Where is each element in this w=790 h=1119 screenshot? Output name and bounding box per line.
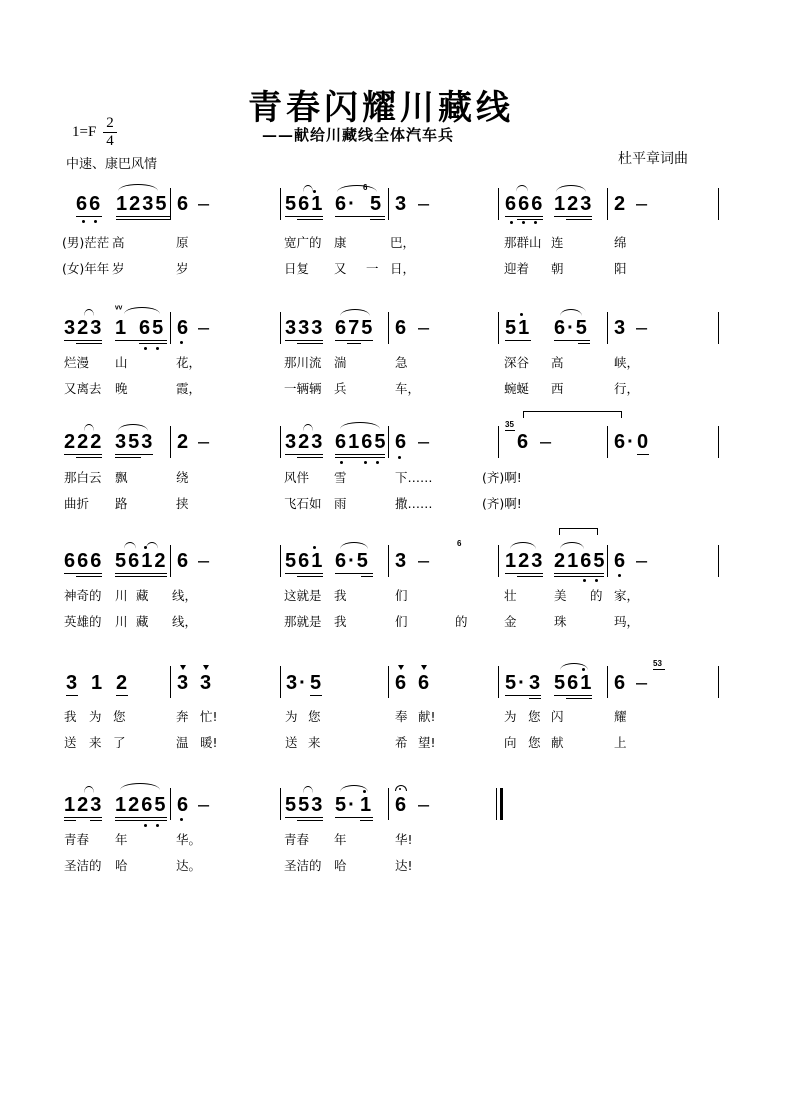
lyric: 达。 (176, 858, 202, 873)
lyric: 希 (395, 735, 408, 750)
lyric: 下…… (395, 470, 433, 485)
lyric: 车， (395, 381, 421, 396)
dash: – (418, 794, 432, 816)
lyric: 湍 (334, 355, 347, 370)
dash: – (198, 317, 212, 339)
lyric: 那白云 (64, 470, 102, 485)
note-group: 561 (285, 193, 325, 215)
lyric: 挟 (176, 496, 189, 511)
note: 6 (177, 317, 191, 339)
lyric: 急 (395, 355, 408, 370)
final-double-barline (496, 788, 503, 820)
lyric: 岁 (176, 261, 189, 276)
note-group: 1235 (116, 193, 169, 215)
lyric: 温 (176, 735, 189, 750)
note: 3· (286, 672, 308, 694)
lyric: 玛， (614, 614, 640, 629)
lyric: 又 (334, 261, 347, 276)
lyric: 我 (64, 709, 77, 724)
lyric: 我 (334, 588, 347, 603)
lyric: 青春 (284, 832, 310, 847)
lyric: 川 (115, 588, 128, 603)
accented-note: 3 (200, 672, 214, 694)
lyric: 花， (176, 355, 202, 370)
note: 2 (614, 193, 628, 215)
lyric: 们 (395, 614, 408, 629)
lyric: 家， (614, 588, 640, 603)
dash: – (198, 550, 212, 572)
lyric: 您 (528, 735, 541, 750)
lyric: 年 (334, 832, 347, 847)
lyric: 那群山 (504, 235, 542, 250)
accented-note: 6 (395, 672, 409, 694)
rest: 0 (637, 431, 651, 453)
note-group: 2165 (554, 550, 607, 572)
lyric: 巴， (390, 235, 416, 250)
note-group: 666 (505, 193, 545, 215)
lyric: 忙! (200, 709, 218, 724)
lyric: 高 (112, 235, 125, 250)
lyric: 一辆辆 (284, 381, 322, 396)
lyric: 青春 (64, 832, 90, 847)
lyric: 来 (89, 735, 102, 750)
note-group: 66 (76, 193, 103, 215)
lyric: 哈 (334, 858, 347, 873)
note-group: 333 (285, 317, 325, 339)
note-group: 65 (139, 317, 166, 339)
lyric: 您 (308, 709, 321, 724)
note-group: 323 (285, 431, 325, 453)
lyric: (齐)啊! (482, 496, 522, 511)
accented-note: 3 (177, 672, 191, 694)
note: 3 (614, 317, 628, 339)
trill-ornament: ᵛᵛ (115, 304, 123, 315)
lyric: 珠 (554, 614, 567, 629)
lyric: 壮 (504, 588, 517, 603)
note: 6· (614, 431, 636, 453)
note: 6· (335, 193, 357, 215)
lyric: 这就是 (284, 588, 322, 603)
lyric: 线， (172, 614, 198, 629)
song-title: 青春闪耀川藏线 (248, 88, 514, 128)
lyric: 线， (172, 588, 198, 603)
lyric: 奉 (395, 709, 408, 724)
lyric: 藏 (136, 588, 149, 603)
note-group: 1265 (115, 794, 168, 816)
dash: – (198, 794, 212, 816)
grace-notes: 53 (653, 659, 662, 668)
note: 6 (177, 550, 191, 572)
note-group: 51 (505, 317, 532, 339)
key-signature: 1=F (72, 124, 97, 140)
dash: – (418, 550, 432, 572)
lyric: 一 (366, 261, 379, 276)
note: 3 (66, 672, 80, 694)
note: 3 (395, 550, 409, 572)
note: 6 (395, 431, 409, 453)
lyric: (齐)啊! (482, 470, 522, 485)
lyric: 您 (528, 709, 541, 724)
dash: – (636, 317, 650, 339)
tempo-marking: 中速、康巴风情 (66, 157, 158, 172)
lyric: 华。 (176, 832, 202, 847)
fermata-note: 6 (395, 794, 409, 816)
lyric: 献! (418, 709, 436, 724)
lyric: 高 (551, 355, 564, 370)
lyric: 圣洁的 (284, 858, 322, 873)
lyric: 霞， (176, 381, 202, 396)
dash: – (198, 193, 212, 215)
note: 2 (116, 672, 130, 694)
lyric: 路 (115, 496, 128, 511)
lyric: 行， (614, 381, 640, 396)
note-group: 123 (64, 794, 104, 816)
dash: – (418, 431, 432, 453)
note-group: 6165 (335, 431, 388, 453)
lyric: 撒…… (395, 496, 433, 511)
note-group: 553 (285, 794, 325, 816)
lyric: 那川流 (284, 355, 322, 370)
lyric: 绕 (176, 470, 189, 485)
note: 3 (395, 193, 409, 215)
lyric: 峡， (614, 355, 640, 370)
lyric: 藏 (136, 614, 149, 629)
time-signature (103, 115, 117, 150)
lyric: 美 (554, 588, 567, 603)
lyric: 献 (551, 735, 564, 750)
lyric: 雪 (334, 470, 347, 485)
lyric: 华! (395, 832, 413, 847)
lyric: 又离去 (64, 381, 102, 396)
lyric: 朝 (551, 261, 564, 276)
lyric: 英雄的 (64, 614, 102, 629)
lyric: 风伴 (284, 470, 310, 485)
lyric: 为 (504, 709, 517, 724)
lyric: 年 (115, 832, 128, 847)
dash: – (636, 672, 650, 694)
lyric: 金 (504, 614, 517, 629)
lyric: 原 (176, 235, 189, 250)
lyric: 雨 (334, 496, 347, 511)
lyric: 飞石如 (284, 496, 322, 511)
lyric: (女)年年 (62, 261, 110, 276)
lyric: 兵 (334, 381, 347, 396)
time-denominator: 4 (103, 132, 117, 150)
note-group: 561 (554, 672, 594, 694)
lyric: 川 (115, 614, 128, 629)
lyric: 连 (551, 235, 564, 250)
lyric: 送 (285, 735, 298, 750)
note: 5· (505, 672, 527, 694)
lyric: 蜿蜒 (504, 381, 530, 396)
lyric: 望! (418, 735, 436, 750)
lyric: 飘 (115, 470, 128, 485)
lyric: 那就是 (284, 614, 322, 629)
note-group: 666 (64, 550, 104, 572)
lyric: 山 (115, 355, 128, 370)
lyric: 曲折 (64, 496, 90, 511)
note: 6 (177, 794, 191, 816)
lyric: 来 (308, 735, 321, 750)
note: 6 (614, 672, 628, 694)
lyric: 上 (614, 735, 627, 750)
dash: – (540, 431, 554, 453)
grace-note: 6 (457, 539, 462, 548)
note: 6 (614, 550, 628, 572)
lyric: 烂漫 (64, 355, 90, 370)
lyric: (男)茫茫 (62, 235, 110, 250)
note: 5· (335, 794, 357, 816)
lyric: 日复 (284, 261, 310, 276)
note: 5 (310, 672, 324, 694)
lyric: 的 (455, 614, 468, 629)
dash: – (418, 317, 432, 339)
lyric: 您 (113, 709, 126, 724)
lyric: 闪 (551, 709, 564, 724)
dash: – (636, 550, 650, 572)
note-group: 561 (285, 550, 325, 572)
lyric: 迎着 (504, 261, 530, 276)
song-subtitle: ——献给川藏线全体汽车兵 (262, 126, 455, 144)
note-group: 123 (505, 550, 545, 572)
lyric: 送 (64, 735, 77, 750)
grace-notes: 35 (505, 420, 514, 429)
composer-credit: 杜平章词曲 (618, 150, 688, 166)
note: 2 (177, 431, 191, 453)
lyric: 晚 (115, 381, 128, 396)
lyric: 们 (395, 588, 408, 603)
lyric: 为 (285, 709, 298, 724)
lyric: 奔 (176, 709, 189, 724)
lyric: 宽广的 (284, 235, 322, 250)
lyric: 绵 (614, 235, 627, 250)
lyric: 深谷 (504, 355, 530, 370)
note-group: 6·5 (335, 550, 370, 572)
note: 6 (395, 317, 409, 339)
lyric: 康 (334, 235, 347, 250)
lyric: 向 (504, 735, 517, 750)
note: 1 (360, 794, 374, 816)
note-group: 222 (64, 431, 104, 453)
lyric: 阳 (614, 261, 627, 276)
accented-note: 6 (418, 672, 432, 694)
lyric: 圣洁的 (64, 858, 102, 873)
lyric: 西 (551, 381, 564, 396)
dash: – (636, 193, 650, 215)
note: 5 (370, 193, 384, 215)
note-group: 323 (64, 317, 104, 339)
note: 6 (177, 193, 191, 215)
lyric: 了 (113, 735, 126, 750)
lyric: 哈 (115, 858, 128, 873)
lyric: 的 (590, 588, 603, 603)
note-group: 6·5 (554, 317, 589, 339)
lyric: 我 (334, 614, 347, 629)
lyric: 达! (395, 858, 413, 873)
time-numerator: 2 (106, 115, 114, 131)
lyric: 神奇的 (64, 588, 102, 603)
dash: – (418, 193, 432, 215)
lyric: 暖! (200, 735, 218, 750)
lyric: 岁 (112, 261, 125, 276)
lyric: 耀 (614, 709, 627, 724)
note-group: 5612 (115, 550, 168, 572)
dash: – (198, 431, 212, 453)
grace-note: 6 (363, 183, 368, 192)
lyric: 日， (390, 261, 416, 276)
note: 1 (91, 672, 105, 694)
note-group: 675 (335, 317, 375, 339)
note-group: 123 (554, 193, 594, 215)
note: 1 (115, 317, 129, 339)
lyric: 为 (89, 709, 102, 724)
note-group: 353 (115, 431, 155, 453)
note: 3 (529, 672, 543, 694)
note: 6 (517, 431, 531, 453)
